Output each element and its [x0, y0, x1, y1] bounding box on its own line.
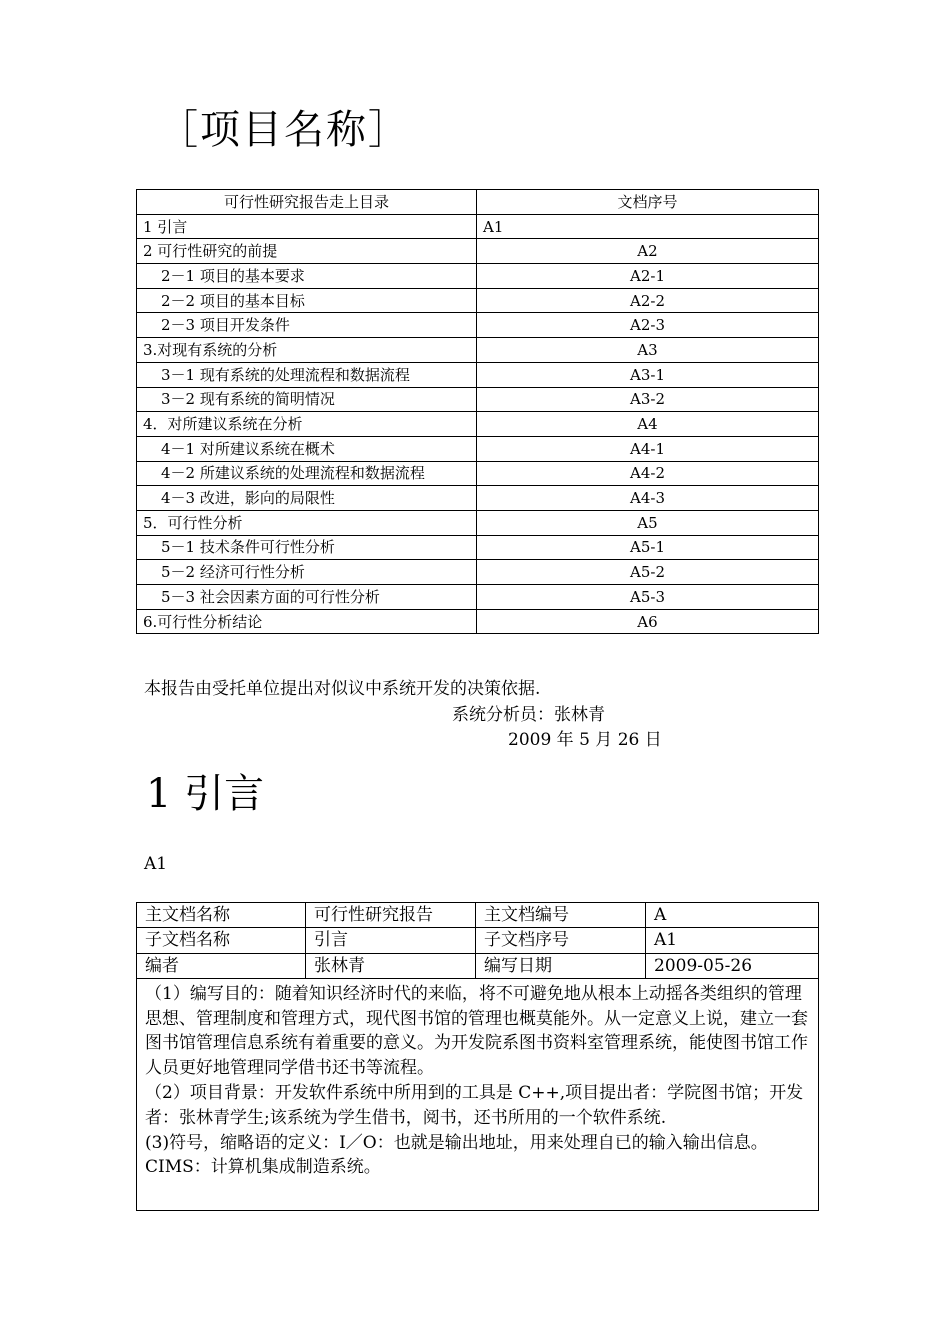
toc-row-title: 4－3 改进，影向的局限性 [137, 486, 477, 511]
toc-row [137, 609, 819, 634]
toc-row [137, 560, 819, 585]
report-date: 2009 年 5 月 26 日 [508, 730, 662, 750]
toc-row-title: 2－3 项目开发条件 [137, 313, 477, 338]
toc-row [137, 585, 819, 610]
meta-label: 主文档名称 [137, 903, 306, 928]
toc-row-code: A4-3 [477, 486, 819, 511]
toc-row [137, 486, 819, 511]
toc-row-code: A3-1 [477, 362, 819, 387]
meta-label: 编写日期 [476, 953, 646, 978]
meta-value: 可行性研究报告 [306, 903, 476, 928]
toc-table-body [137, 190, 819, 634]
meta-row [137, 953, 819, 978]
meta-table-body [137, 903, 819, 1211]
toc-row-title: 4－1 对所建议系统在概术 [137, 436, 477, 461]
toc-row-code: A5 [477, 510, 819, 535]
toc-row-code: A3 [477, 338, 819, 363]
toc-row-title: 5－3 社会因素方面的可行性分析 [137, 585, 477, 610]
toc-header-code: 文档序号 [477, 190, 819, 215]
toc-row [137, 535, 819, 560]
toc-row-code: A5-3 [477, 585, 819, 610]
toc-row-code: A2-3 [477, 313, 819, 338]
toc-row-code: A3-2 [477, 387, 819, 412]
toc-row-code: A4-2 [477, 461, 819, 486]
toc-row-title: 1 引言 [137, 214, 477, 239]
toc-row-title: 5－1 技术条件可行性分析 [137, 535, 477, 560]
meta-label: 子文档名称 [137, 928, 306, 953]
toc-row-code: A5-2 [477, 560, 819, 585]
meta-body-row [137, 978, 819, 1210]
analyst-signature: 系统分析员：张林青 [452, 705, 605, 725]
toc-header-row [137, 190, 819, 215]
meta-value: A1 [646, 928, 819, 953]
toc-row-title: 4－2 所建议系统的处理流程和数据流程 [137, 461, 477, 486]
toc-row-title: 3－1 现有系统的处理流程和数据流程 [137, 362, 477, 387]
toc-row [137, 461, 819, 486]
report-note: 本报告由受托单位提出对似议中系统开发的决策依据. [144, 679, 541, 699]
toc-row [137, 338, 819, 363]
toc-row-title: 2 可行性研究的前提 [137, 239, 477, 264]
toc-row [137, 436, 819, 461]
toc-row-code: A2-2 [477, 288, 819, 313]
meta-value: 引言 [306, 928, 476, 953]
meta-label: 子文档序号 [476, 928, 646, 953]
toc-row-code: A4 [477, 412, 819, 437]
meta-value: A [646, 903, 819, 928]
toc-row-title: 2－2 项目的基本目标 [137, 288, 477, 313]
meta-value: 张林青 [306, 953, 476, 978]
toc-row-title: 3.对现有系统的分析 [137, 338, 477, 363]
toc-row [137, 362, 819, 387]
body-paragraph: (3)符号，缩略语的定义：I／O：也就是输出地址，用来处理自已的输入输出信息。 [145, 1132, 768, 1153]
toc-row-title: 4．对所建议系统在分析 [137, 412, 477, 437]
meta-body-cell [137, 978, 819, 1210]
body-paragraph: CIMS：计算机集成制造系统。 [145, 1157, 381, 1178]
meta-label: 主文档编号 [476, 903, 646, 928]
toc-row [137, 387, 819, 412]
document-meta-table [136, 902, 819, 1211]
toc-table [136, 189, 819, 634]
toc-row-code: A6 [477, 609, 819, 634]
toc-row-title: 5．可行性分析 [137, 510, 477, 535]
section-code: A1 [144, 854, 168, 874]
toc-header-title: 可行性研究报告走上目录 [137, 190, 477, 215]
toc-row [137, 510, 819, 535]
meta-row [137, 928, 819, 953]
toc-row-code: A5-1 [477, 535, 819, 560]
body-paragraph: （2）项目背景：开发软件系统中所用到的工具是 C++,项目提出者：学院图书馆；开发者：张林青学生;该系统为学生借书，阅书，还书所用的一个软件系统. [145, 1083, 804, 1128]
toc-row [137, 239, 819, 264]
toc-row [137, 288, 819, 313]
toc-row-title: 2－1 项目的基本要求 [137, 264, 477, 289]
toc-row [137, 412, 819, 437]
document-title: ［项目名称］ [158, 107, 410, 153]
meta-row [137, 903, 819, 928]
toc-row [137, 313, 819, 338]
toc-row-code: A2-1 [477, 264, 819, 289]
toc-row-code: A4-1 [477, 436, 819, 461]
body-paragraph: （1）编写目的：随着知识经济时代的来临，将不可避免地从根本上动摇各类组织的管理思想、管理制度和管理方式，现代图书馆的管理也概莫能外。从一定意义上说，建立一套图书馆管理信息系统有着重要的意义。为开发院系图书资料室管理系统，能使图书馆工作人员更好地管理同学借书还书等流程。 [145, 983, 808, 1079]
toc-row-title: 6.可行性分析结论 [137, 609, 477, 634]
toc-row-title: 3－2 现有系统的简明情况 [137, 387, 477, 412]
toc-row [137, 264, 819, 289]
toc-row-code: A2 [477, 239, 819, 264]
toc-row [137, 214, 819, 239]
meta-value: 2009-05-26 [646, 953, 819, 978]
section-title: 1 引言 [146, 771, 265, 817]
toc-row-code: A1 [477, 214, 819, 239]
toc-row-title: 5－2 经济可行性分析 [137, 560, 477, 585]
meta-label: 编者 [137, 953, 306, 978]
